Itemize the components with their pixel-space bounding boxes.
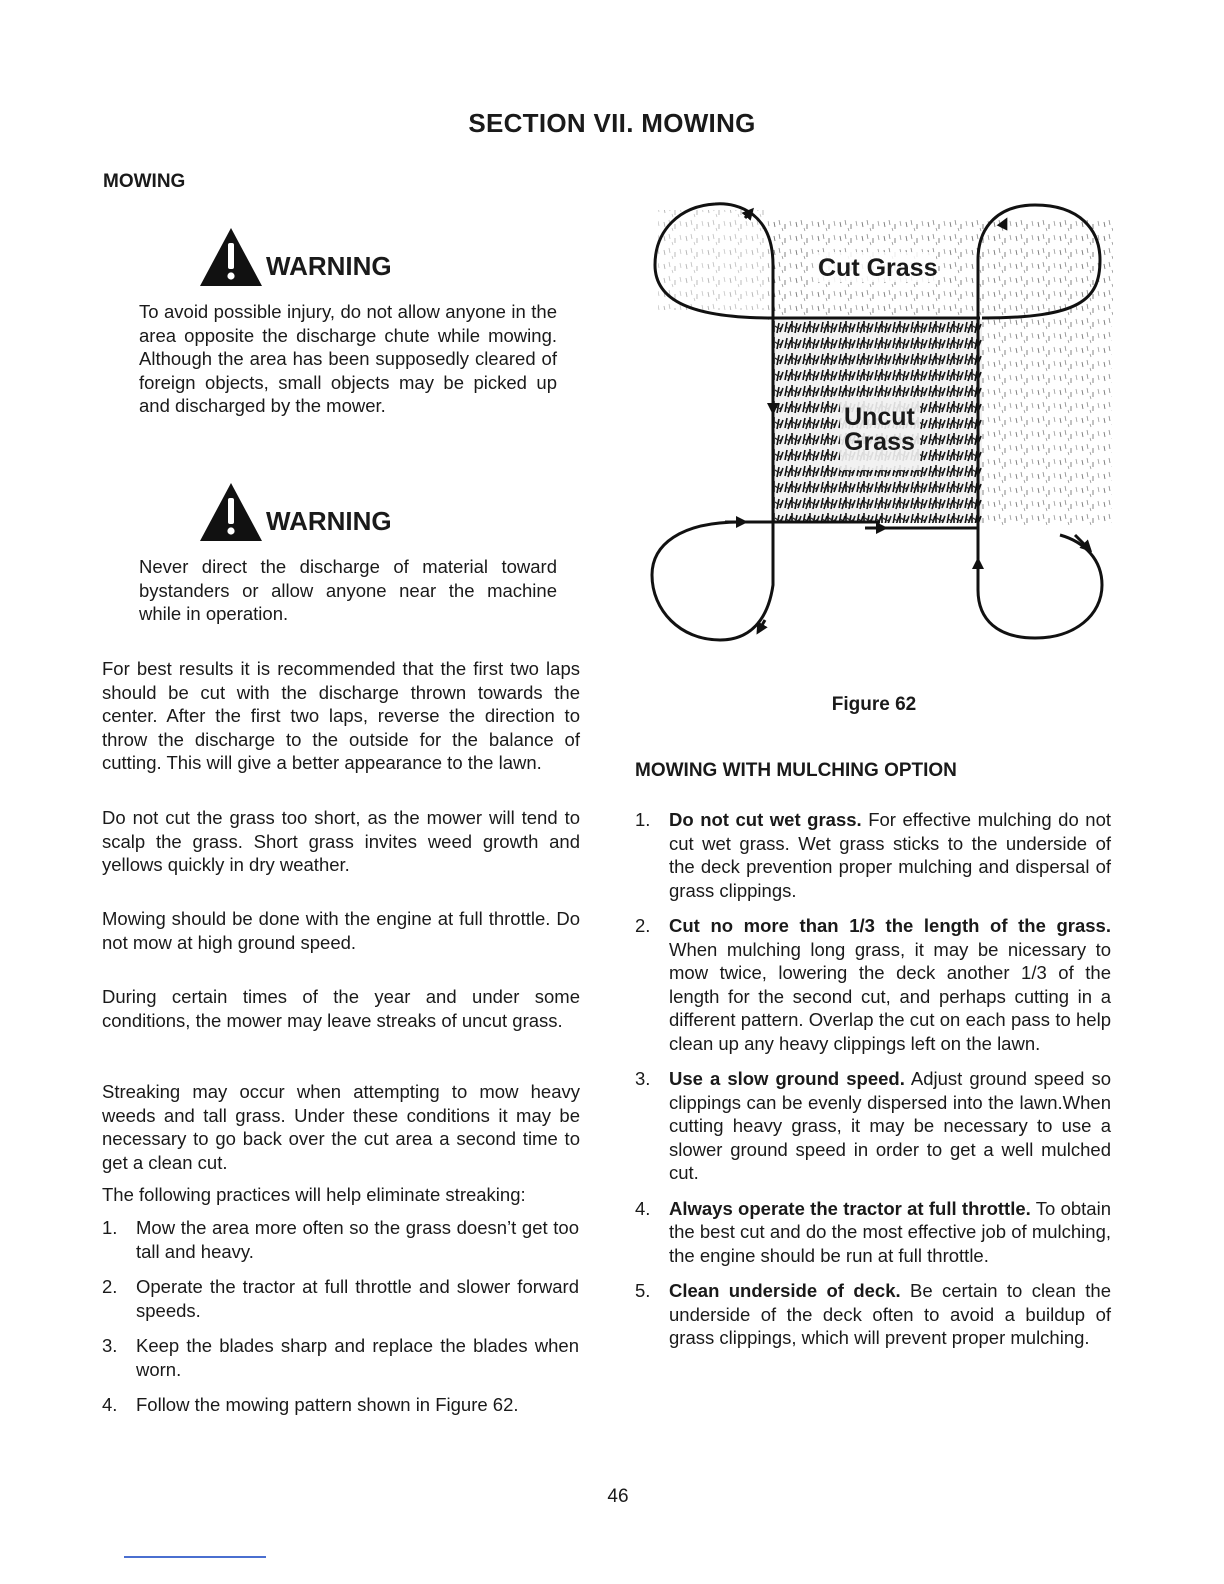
- footer-rule: [124, 1556, 266, 1558]
- list-number: 2.: [635, 915, 651, 936]
- cut-grass-label: Cut Grass: [818, 254, 938, 282]
- list-number: 1.: [635, 809, 651, 830]
- list-text: Keep the blades sharp and replace the blades when worn.: [136, 1335, 579, 1380]
- warning-label: WARNING: [266, 506, 392, 536]
- list-text: [669, 1067, 1111, 1185]
- figure-caption: Figure 62: [831, 694, 917, 715]
- page-number: 46: [607, 1486, 629, 1507]
- warning-text: Never direct the discharge of material toward bystanders or allow anyone near the machine while in operation.: [139, 556, 557, 624]
- warning-block-1: [198, 226, 392, 288]
- cut-grass-area: [658, 210, 768, 310]
- list-text: [669, 808, 1111, 902]
- practices-list: [102, 1216, 579, 1417]
- list-item: [635, 914, 1111, 1055]
- list-number: 4.: [102, 1394, 118, 1415]
- practices-intro: The following practices will help eliminate streaking:: [102, 1184, 526, 1205]
- step-title: Use a slow ground speed.: [669, 1068, 905, 1089]
- warning-label: WARNING: [266, 251, 392, 281]
- paragraph: For best results it is recommended that the first two laps should be cut with the discharge thrown towards the center. After the first two laps, reverse the direction to throw the discharge to the outside for the balance of cutting. This will give a better appearance to the lawn.: [102, 658, 580, 773]
- list-number: 4.: [635, 1197, 651, 1219]
- list-text: Operate the tractor at full throttle and slower forward speeds.: [136, 1276, 579, 1321]
- section-title: SECTION VII. MOWING: [468, 108, 756, 138]
- warning-triangle-icon: [198, 226, 264, 288]
- mowing-pattern-figure: [640, 190, 1120, 655]
- list-item: [635, 808, 1111, 902]
- list-number: 3.: [102, 1335, 118, 1356]
- list-item: [102, 1334, 579, 1381]
- list-item: [102, 1275, 579, 1322]
- list-text: Follow the mowing pattern shown in Figure 62.: [136, 1394, 519, 1415]
- mulching-heading: MOWING WITH MULCHING OPTION: [635, 760, 957, 781]
- warning-text: To avoid possible injury, do not allow anyone in the area opposite the discharge chute while mowing. Although the area has been supposedly cleared of foreign objects, small objects may be picked up and discharged by the mower.: [139, 301, 557, 416]
- list-item: [635, 1067, 1111, 1185]
- cut-grass-area: [982, 320, 1112, 525]
- step-body: When mulching long grass, it may be nicessary to mow twice, lowering the deck another 1/3 of the length for the second cut, and perhaps cutting in a different pattern. Overlap the cut on each pass to help clean up any heavy clippings left on the lawn.: [669, 938, 1111, 1054]
- list-text: Mow the area more often so the grass doesn’t get too tall and heavy.: [136, 1217, 579, 1262]
- mulching-steps-list: [635, 808, 1111, 1350]
- list-number: 2.: [102, 1276, 118, 1297]
- step-title: Clean underside of deck.: [669, 1280, 901, 1301]
- step-body: Adjust ground speed so clippings can be evenly dispersed into the lawn.When cutting heavy grass, it may be necessary to use a slower ground speed in order to get a well mulched cut.: [669, 1068, 1111, 1183]
- uncut-grass-label: Uncut: [844, 403, 915, 431]
- step-body: Be certain to clean the underside of the deck often to avoid a buildup of grass clippings, which will prevent proper mulching.: [669, 1280, 1111, 1348]
- step-title: Do not cut wet grass.: [669, 809, 862, 830]
- list-item: [635, 1197, 1111, 1268]
- warning-triangle-icon: [198, 481, 264, 543]
- step-body: To obtain the best cut and do the most effective job of mulching, the engine should be run at full throttle.: [669, 1197, 1111, 1266]
- list-number: 3.: [635, 1068, 651, 1089]
- list-item: [102, 1393, 579, 1417]
- mowing-heading: MOWING: [103, 171, 186, 192]
- paragraph: Streaking may occur when attempting to mow heavy weeds and tall grass. Under these conditions it may be necessary to go back over the cut area a second time to get a clean cut.: [102, 1081, 580, 1173]
- list-item: [635, 1279, 1111, 1350]
- paragraph: Do not cut the grass too short, as the mower will tend to scalp the grass. Short grass invites weed growth and yellows quickly in dry weather.: [102, 807, 580, 875]
- paragraph: During certain times of the year and under some conditions, the mower may leave streaks of uncut grass.: [102, 986, 580, 1031]
- step-title: Always operate the tractor at full throttle.: [669, 1197, 1031, 1219]
- warning-block-2: [198, 481, 392, 543]
- list-text: [669, 1197, 1111, 1268]
- list-text: [669, 1279, 1111, 1350]
- list-item: [102, 1216, 579, 1263]
- paragraph: Mowing should be done with the engine at full throttle. Do not mow at high ground speed.: [102, 908, 580, 953]
- list-text: [669, 914, 1111, 1055]
- list-number: 5.: [635, 1280, 651, 1301]
- step-body: For effective mulching do not cut wet grass. Wet grass sticks to the underside of the deck prevention proper mulching and dispersal of grass clippings.: [669, 809, 1112, 901]
- uncut-grass-label: Grass: [844, 428, 915, 456]
- list-number: 1.: [102, 1217, 118, 1238]
- step-title: Cut no more than 1/3 the length of the grass.: [669, 915, 1111, 936]
